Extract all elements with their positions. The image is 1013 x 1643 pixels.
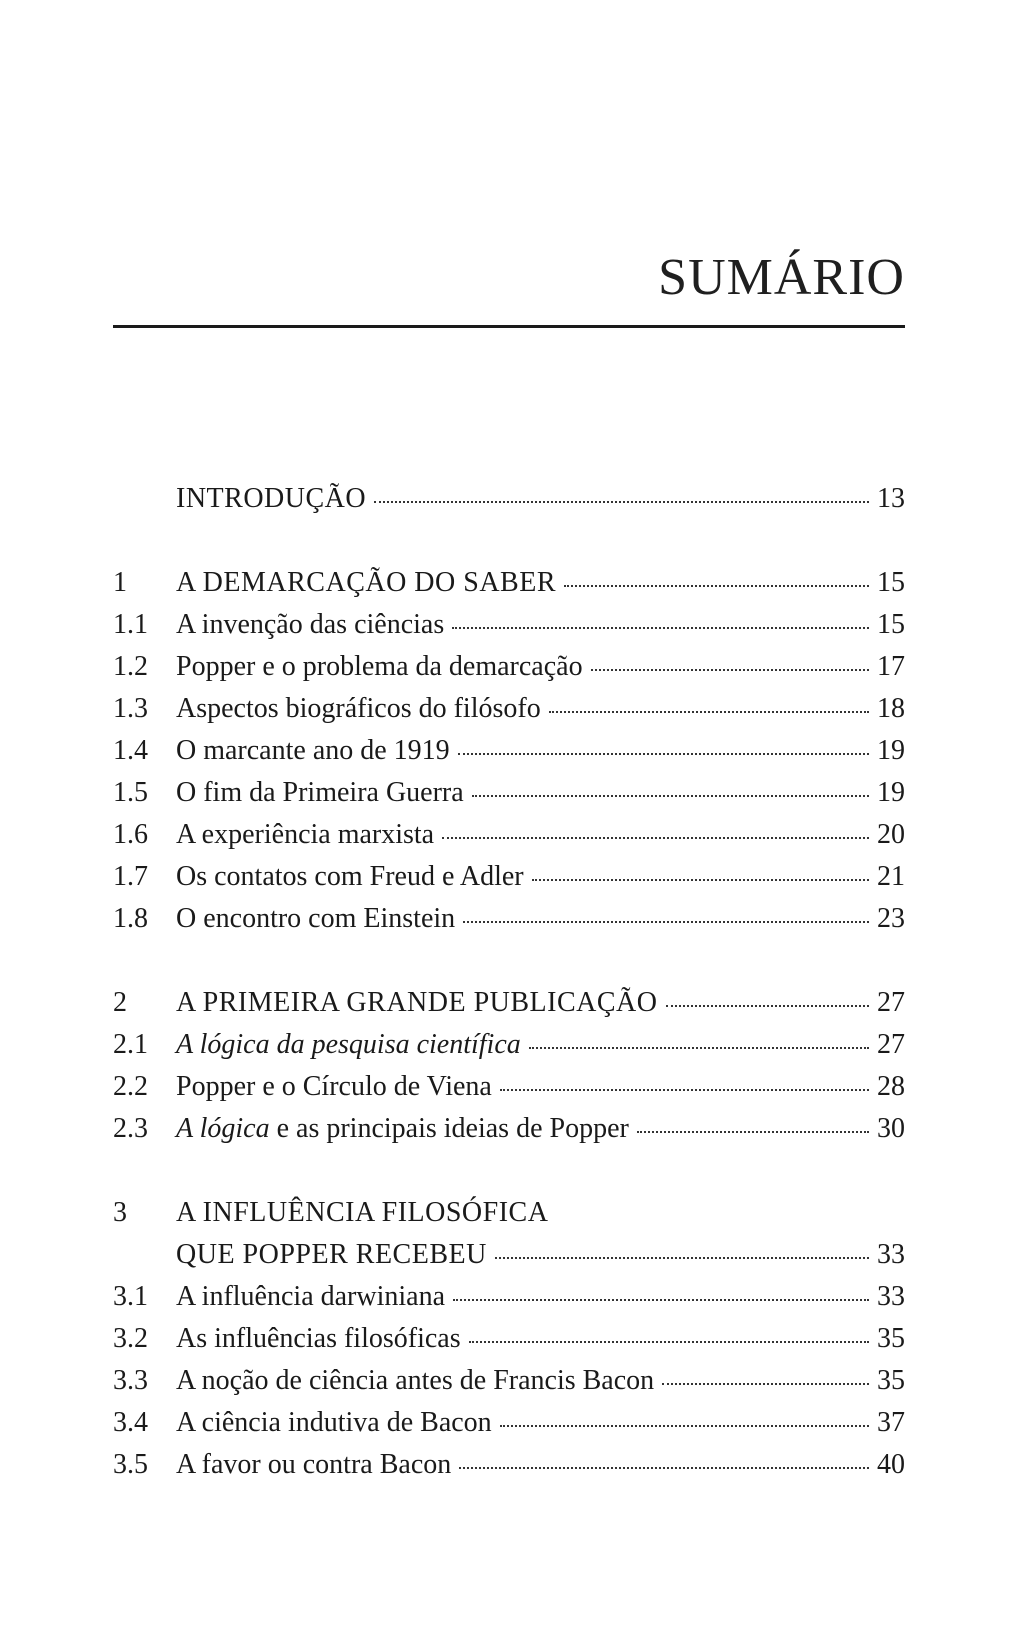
toc-entry-chapter-3-line-2[interactable] [113,1234,905,1276]
toc-entry-1-3[interactable] [113,688,905,730]
toc-entry-title-italic: A lógica [176,1113,270,1144]
toc-entry-page: 21 [877,861,905,892]
toc-entry-3-3[interactable] [113,1360,905,1402]
toc-group-chapter-3 [113,1192,905,1486]
toc-group-chapter-2 [113,982,905,1150]
toc-entry-page: 33 [877,1281,905,1312]
toc-entry-page: 40 [877,1449,905,1480]
toc-entry-1-2[interactable] [113,646,905,688]
toc-entry-number: 1.8 [113,903,148,934]
toc-entry-chapter-1[interactable] [113,562,905,604]
toc-entry-number: 1.3 [113,693,148,724]
toc-entry-title: Os contatos com Freud e Adler [176,861,524,892]
toc-entry-title: A INFLUÊNCIA FILOSÓFICA [176,1197,549,1228]
toc-dot-leader [666,1005,870,1007]
toc-entry-page: 35 [877,1323,905,1354]
toc-entry-page: 20 [877,819,905,850]
toc-entry-3-1[interactable] [113,1276,905,1318]
toc-entry-2-1[interactable] [113,1024,905,1066]
toc-dot-leader [469,1341,869,1343]
toc-entry-title: O fim da Primeira Guerra [176,777,464,808]
toc-entry-number: 1.5 [113,777,148,808]
toc-entry-title [176,1108,637,1150]
toc-entry-title: As influências filosóficas [176,1323,461,1354]
toc-dot-leader [532,879,869,881]
toc-dot-leader [472,795,869,797]
toc-entry-number: 2.3 [113,1113,148,1144]
toc-dot-leader [500,1425,869,1427]
toc-entry-number: 3.1 [113,1281,148,1312]
toc-entry-title-rest: Popper e o Círculo de Viena [176,1071,492,1102]
toc-entry-page: 27 [877,987,905,1018]
toc-entry-number: 2.2 [113,1071,148,1102]
toc-entry-number: 1.2 [113,651,148,682]
toc-entry-title-rest: e as principais ideias de Popper [269,1113,629,1144]
toc-entry-title: O marcante ano de 1919 [176,735,450,766]
toc-entry-number: 1.4 [113,735,148,766]
toc-dot-leader [459,1467,869,1469]
toc-entry-page: 27 [877,1029,905,1060]
toc-entry-number: 2.1 [113,1029,148,1060]
toc-dot-leader [529,1047,869,1049]
toc-entry-title: QUE POPPER RECEBEU [176,1239,487,1270]
toc-dot-leader [374,501,869,503]
toc-entry-page: 37 [877,1407,905,1438]
toc-dot-leader [662,1383,869,1385]
toc-entry-1-6[interactable] [113,814,905,856]
toc-entry-1-8[interactable] [113,898,905,940]
toc-entry-1-7[interactable] [113,856,905,898]
toc-group-intro [113,478,905,520]
toc-entry-page: 15 [877,609,905,640]
toc-entry-number: 3.4 [113,1407,148,1438]
toc-group-chapter-1 [113,562,905,940]
toc-dot-leader [495,1257,869,1259]
toc-entry-number: 1.6 [113,819,148,850]
toc-dot-leader [442,837,869,839]
page-title: SUMÁRIO [658,249,905,306]
toc-entry-3-5[interactable] [113,1444,905,1486]
toc-entry-page: 13 [877,483,905,514]
toc-entry-title: A experiência marxista [176,819,435,850]
toc-entry-page: 18 [877,693,905,724]
toc-entry-chapter-2[interactable] [113,982,905,1024]
toc-entry-number: 1.1 [113,609,148,640]
toc-entry-title: Aspectos biográficos do filósofo [176,693,541,724]
toc-dot-leader [452,627,869,629]
toc-dot-leader [549,711,869,713]
toc-entry-page: 35 [877,1365,905,1396]
toc-entry-3-4[interactable] [113,1402,905,1444]
toc-entry-1-1[interactable] [113,604,905,646]
toc-entry-page: 30 [877,1113,905,1144]
toc-entry-title: A favor ou contra Bacon [176,1449,452,1480]
toc-entry-1-5[interactable] [113,772,905,814]
toc-entry-chapter-3-line-1[interactable] [113,1192,905,1234]
toc-entry-2-3[interactable] [113,1108,905,1150]
toc-dot-leader [591,669,869,671]
toc-entry-page: 28 [877,1071,905,1102]
toc-dot-leader [458,753,869,755]
toc-entry-2-2[interactable] [113,1066,905,1108]
toc-entry-intro[interactable] [113,478,905,520]
toc-entry-title: A noção de ciência antes de Francis Bacon [176,1365,655,1396]
toc-entry-page: 19 [877,735,905,766]
toc-entry-title: O encontro com Einstein [176,903,456,934]
toc-entry-title: A ciência indutiva de Bacon [176,1407,492,1438]
toc-entry-page: 19 [877,777,905,808]
toc-entry-title: A PRIMEIRA GRANDE PUBLICAÇÃO [176,987,658,1018]
toc-entry-number: 3.3 [113,1365,148,1396]
toc-entry-page: 23 [877,903,905,934]
toc-entry-number: 1 [113,567,127,598]
toc-dot-leader [463,921,869,923]
toc-entry-title: INTRODUÇÃO [176,483,367,514]
toc-dot-leader [500,1089,869,1091]
toc-dot-leader [637,1131,869,1133]
toc-entry-page: 15 [877,567,905,598]
toc-entry-3-2[interactable] [113,1318,905,1360]
toc-entry-number: 1.7 [113,861,148,892]
table-of-contents [113,478,905,1528]
title-rule [113,325,905,328]
toc-entry-number: 2 [113,987,127,1018]
toc-entry-title: A invenção das ciências [176,609,445,640]
toc-dot-leader [453,1299,869,1301]
toc-entry-title [176,1024,529,1066]
toc-entry-title: Popper e o problema da demarcação [176,651,583,682]
toc-entry-page: 33 [877,1239,905,1270]
toc-entry-title-italic: A lógica da pesquisa científica [176,1029,521,1060]
toc-entry-number: 3.2 [113,1323,148,1354]
toc-entry-page: 17 [877,651,905,682]
toc-entry-number: 3 [113,1197,127,1228]
toc-entry-title: A influência darwiniana [176,1281,446,1312]
toc-entry-1-4[interactable] [113,730,905,772]
toc-entry-title: A DEMARCAÇÃO DO SABER [176,567,556,598]
toc-dot-leader [564,585,869,587]
toc-entry-number: 3.5 [113,1449,148,1480]
toc-entry-title [176,1066,500,1108]
